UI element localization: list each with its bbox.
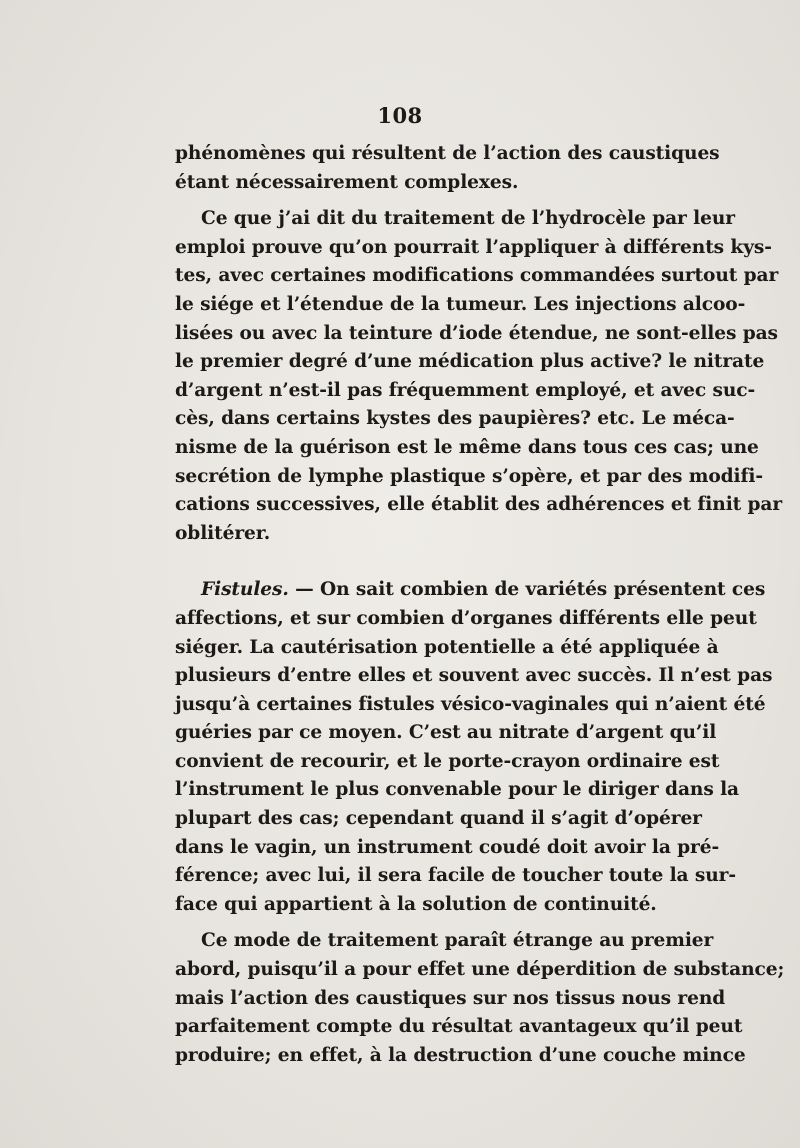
text-line: dans le vagin, un instrument coudé doit avoir la pré- [175,836,720,858]
text-line: cès, dans certains kystes des paupières? etc. Le méca- [175,408,735,430]
paragraph [175,576,773,919]
text-line: guéries par ce moyen. C’est au nitrate d’argent qu’il [175,722,717,744]
text-line: face qui appartient à la solution de continuité. [175,893,657,915]
text-line: phénomènes qui résultent de l’action des caustiques [175,143,720,164]
text-line: plusieurs d’entre elles et souvent avec succès. Il n’est pas [175,665,773,687]
text-line: produire; en effet, à la destruction d’une couche mince [175,1044,746,1066]
text-line: plupart des cas; cependant quand il s’agit d’opérer [175,808,702,830]
text-line: Ce que j’ai dit du traitement de l’hydrocèle par leur [201,208,735,230]
body-text [175,140,785,1070]
text-line: jusqu’à certaines fistules vésico-vaginales qui n’aient été [175,693,766,715]
text-line: le siége et l’étendue de la tumeur. Les injections alcoo- [175,293,746,315]
text-line: férence; avec lui, il sera facile de toucher toute la sur- [175,865,736,887]
text-line: affections, et sur combien d’organes différents elle peut [175,607,757,629]
text-line: l’instrument le plus convenable pour le diriger dans la [175,779,739,801]
text-line: oblitérer. [175,522,271,544]
paragraph [175,927,785,1070]
section-lead: Fistules. [201,579,289,601]
text-line: nisme de la guérison est le même dans tous ces cas; une [175,436,759,458]
text-line: le premier degré d’une médication plus active? le nitrate [175,351,765,373]
text-line [175,576,766,605]
text-line: lisées ou avec la teinture d’iode étendue, ne sont-elles pas [175,322,778,344]
text-line: mais l’action des caustiques sur nos tissus nous rend [175,987,726,1009]
text-line: siéger. La cautérisation potentielle a été appliquée à [175,636,719,658]
text-line: parfaitement compte du résultat avantageux qu’il peut [175,1016,743,1038]
text-line: convient de recourir, et le porte-crayon ordinaire est [175,750,720,772]
text-line: étant nécessairement complexes. [175,171,519,193]
text-line: secrétion de lymphe plastique s’opère, et par des modifi- [175,465,763,487]
text-line: Ce mode de traitement paraît étrange au premier [201,930,714,952]
text-line: emploi prouve qu’on pourrait l’appliquer à différents kys- [175,236,772,258]
text-fragment: — On sait combien de variétés présentent ces [288,579,766,601]
text-line: cations successives, elle établit des adhérences et finit par [175,494,783,516]
page-number: 108 [377,103,423,128]
text-line: tes, avec certaines modifications commandées surtout par [175,265,779,287]
text-line: abord, puisqu’il a pour effet une déperdition de substance; [175,959,785,981]
paragraph [175,140,720,197]
paragraph [175,205,783,548]
text-line: d’argent n’est-il pas fréquemment employé, et avec suc- [175,379,756,401]
